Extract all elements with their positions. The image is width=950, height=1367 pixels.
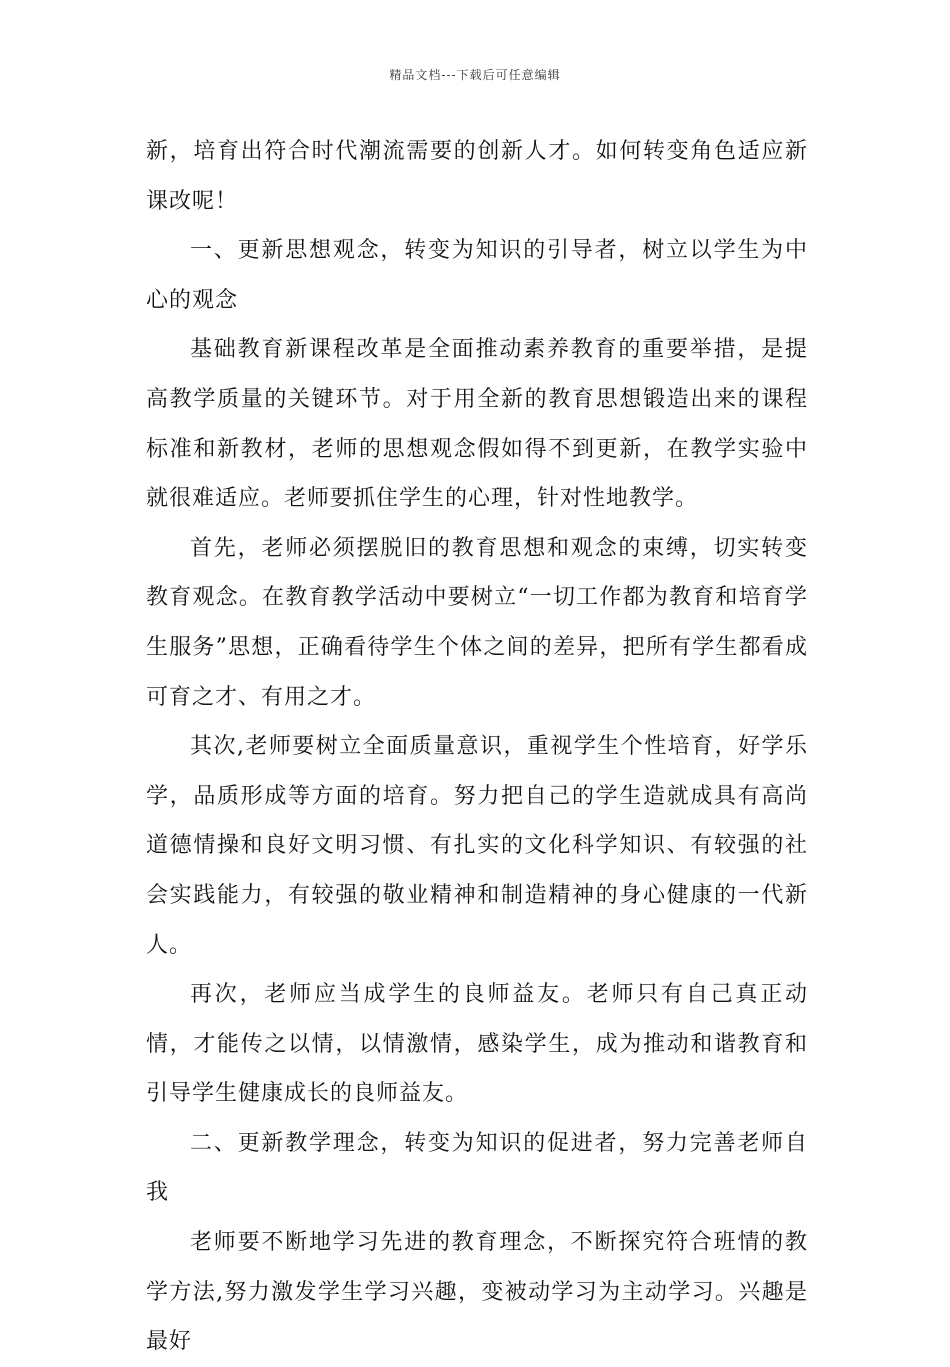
paragraph: 基础教育新课程改革是全面推动素养教育的重要举措，是提高教学质量的关键环节。对于用全新的教育思想锻造出来的课程标准和新教材，老师的思想观念假如得不到更新，在教学实验中就很难适应。老师要抓住学生的心理，针对性地教学。 (146, 337, 808, 512)
paragraph-continuation: 新，培育出符合时代潮流需要的创新人才。如何转变角色适应新课改呢！ (146, 139, 808, 214)
paragraph: 老师要不断地学习先进的教育理念，不断探究符合班情的教学方法,努力激发学生学习兴趣，变被动学习为主动学习。兴趣是最好 (146, 1230, 808, 1355)
page-header: 精品文档---下载后可任意编辑 (389, 68, 561, 82)
paragraph: 其次,老师要树立全面质量意识，重视学生个性培育，好学乐学，品质形成等方面的培育。努力把自己的学生造就成具有高尚道德情操和良好文明习惯、有扎实的文化科学知识、有较强的社会实践能力，有较强的敬业精神和制造精神的身心健康的一代新人。 (146, 734, 808, 958)
document-body (146, 127, 808, 1367)
paragraph: 首先，老师必须摆脱旧的教育思想和观念的束缚，切实转变教育观念。在教育教学活动中要树立“一切工作都为教育和培育学生服务”思想，正确看待学生个体之间的差异，把所有学生都看成可育之才、有用之才。 (146, 535, 808, 710)
section-heading-2: 二、更新教学理念，转变为知识的促进者，努力完善老师自我 (146, 1130, 808, 1206)
section-heading-1: 一、更新思想观念，转变为知识的引导者，树立以学生为中心的观念 (146, 238, 808, 313)
paragraph: 再次，老师应当成学生的良师益友。老师只有自己真正动情，才能传之以情，以情激情，感染学生，成为推动和谐教育和引导学生健康成长的良师益友。 (146, 982, 808, 1107)
